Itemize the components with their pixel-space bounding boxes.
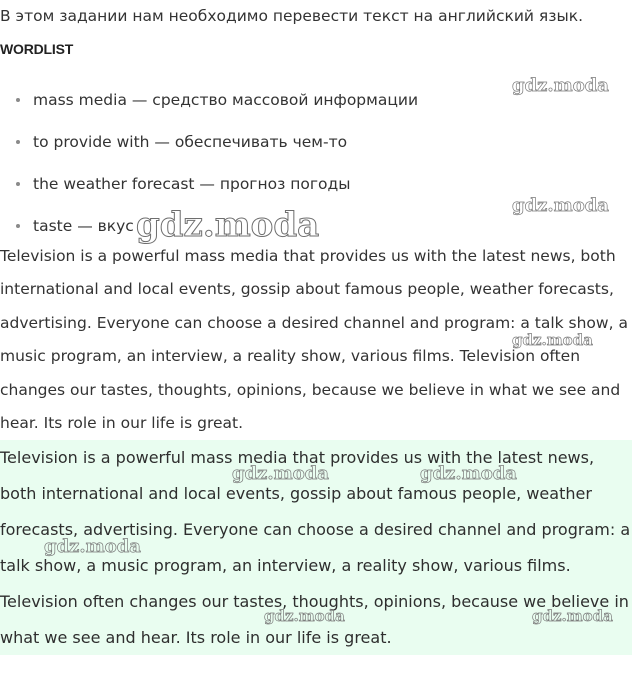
watermark-logo: gdz.moda [512, 195, 609, 216]
answer-paragraph: Television is a powerful mass media that provides us with the latest news, both international and local events, gossip about famous people, weather forecasts, advertising. Everyone can choose a desired channel and program: a talk show, a music program, an interview, a reality show, various films. [0, 448, 631, 575]
wordlist-item-text: mass media — средство массовой информации [33, 91, 419, 109]
bullet-icon [16, 98, 20, 102]
bullet-icon [16, 224, 20, 228]
list-item [0, 79, 418, 121]
wordlist-item-text: the weather forecast — прогноз погоды [33, 175, 351, 193]
watermark-logo: gdz.moda [136, 205, 320, 245]
answer-paragraph: Television often changes our tastes, thoughts, opinions, because we believe in what we see and hear. Its role in our life is great. [0, 592, 629, 647]
wordlist-item-text: to provide with — обеспечивать чем-то [33, 133, 348, 151]
watermark-logo: gdz.moda [512, 331, 593, 349]
bullet-icon [16, 182, 20, 186]
intro-text: В этом задании нам необходимо перевести текст на английский язык. [0, 7, 583, 25]
list-item [0, 163, 418, 205]
watermark-logo: gdz.moda [512, 75, 609, 96]
list-item [0, 121, 418, 163]
answer-block [0, 440, 632, 655]
bullet-icon [16, 140, 20, 144]
source-paragraph: Television is a powerful mass media that provides us with the latest news, both international and local events, gossip about famous people, weather forecasts, advertising. Everyone can choose a desired channel and program: a talk show, a music program, an interview, a reality show, various films. Television often changes our tastes, thoughts, opinions, because we believe in what we see and hear. Its role in our life is great. [0, 247, 628, 433]
wordlist-item-text: taste — вкус [33, 217, 134, 235]
wordlist [0, 79, 418, 247]
wordlist-heading: WORDLIST [0, 41, 74, 57]
